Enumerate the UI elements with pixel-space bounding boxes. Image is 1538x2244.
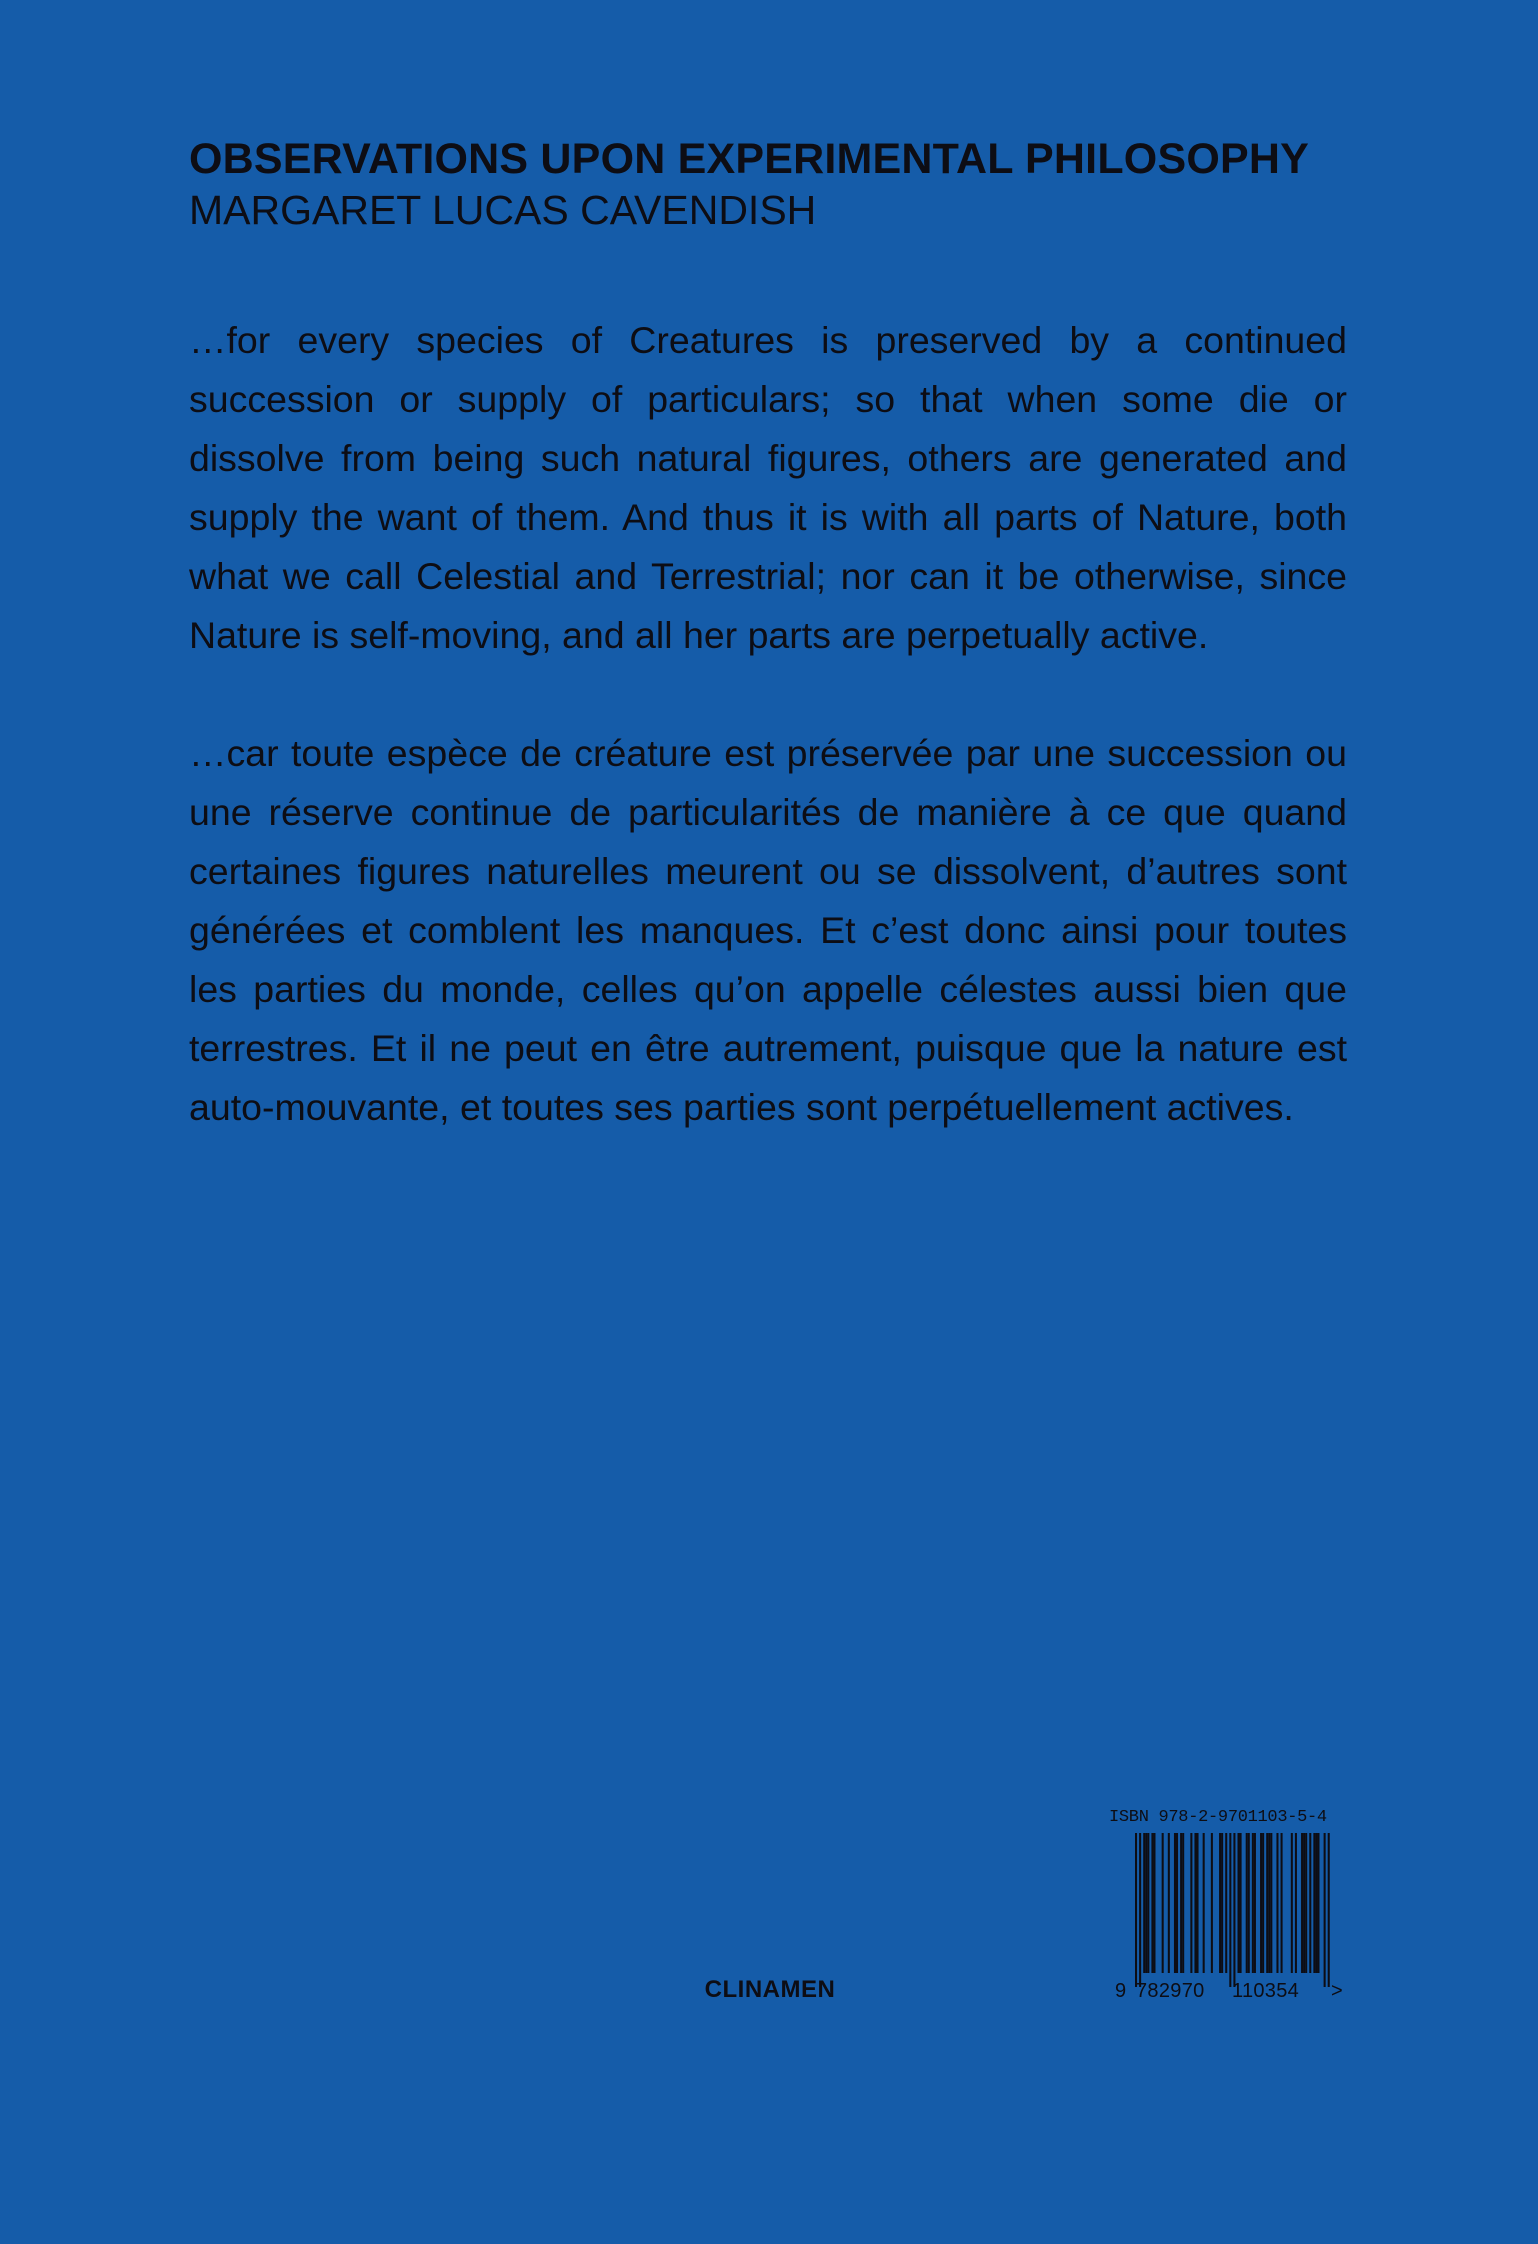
barcode-bar [1139,1833,1141,1987]
barcode-bar [1180,1833,1182,1973]
barcode-bar [1197,1833,1199,1973]
barcode-bar [1291,1833,1293,1973]
barcode-bar [1238,1833,1240,1973]
isbn-label: ISBN 978-2-9701103-5-4 [1109,1808,1327,1827]
barcode-digits-left: 782970 [1136,1980,1205,2002]
barcode-bar [1315,1833,1317,1973]
barcode-bar [1328,1833,1330,1987]
barcode-bar [1182,1833,1184,1973]
barcode-bar [1168,1833,1170,1973]
barcode-quiet-zone-mark: > [1331,1980,1343,2002]
barcode-bar [1211,1833,1213,1973]
barcode-bar [1281,1833,1283,1973]
cover-header [189,133,1349,235]
barcode-bar [1301,1833,1303,1973]
barcode-bar [1221,1833,1223,1973]
barcode-bar [1240,1833,1242,1973]
barcode-bar [1246,1833,1248,1973]
barcode-bar [1270,1833,1272,1973]
publisher-name: CLINAMEN [704,1976,836,2003]
barcode-bar [1225,1833,1227,1973]
barcode-bar [1313,1833,1315,1973]
barcode-bar [1254,1833,1256,1973]
barcode-bar [1295,1833,1297,1973]
barcode-bar [1305,1833,1307,1973]
barcode-bar [1203,1833,1205,1973]
book-author: MARGARET LUCAS CAVENDISH [189,187,817,233]
barcode-bar [1176,1833,1178,1973]
barcode-bar [1219,1833,1221,1973]
barcode-bar [1317,1833,1319,1973]
barcode-bar [1276,1833,1278,1973]
barcode-bar [1174,1833,1176,1973]
barcode-bar [1135,1833,1137,1987]
barcode-bar [1260,1833,1262,1973]
isbn-barcode [1105,1808,1350,2008]
barcode-bar [1262,1833,1264,1973]
barcode-bar [1190,1833,1192,1973]
excerpt-french: …car toute espèce de créature est préservée par une succession ou une réserve continue de particularités de manière à ce que quand certaines figures naturelles meurent ou se dissolvent, d’autres sont générées et comblent les manques. Et c’est donc ainsi pour toutes les parties du monde, celles qu’on appelle célestes aussi bien que terrestres. Et il ne peut en être autrement, puisque que la nature est auto-mouvante, et toutes ses parties sont perpétuellement actives. [189,732,1347,1128]
barcode-digits-right: 110354 [1232,1980,1300,2002]
barcode-bar [1248,1833,1250,1973]
barcode-bar [1151,1833,1153,1973]
barcode-bar [1162,1833,1164,1973]
barcode-bar [1145,1833,1147,1973]
barcode-bar [1147,1833,1149,1973]
excerpt-english: …for every species of Creatures is preserved by a continued succession or supply of particulars; so that when some die or dissolve from being such natural figures, others are generated and supply the want of them. And thus it is with all parts of Nature, both what we call Celestial and Terrestrial; nor can it be otherwise, since Nature is self-moving, and all her parts are perpetually active. [189,319,1347,656]
barcode-bar [1229,1833,1231,1987]
barcode-bar [1268,1833,1270,1973]
barcode-bar [1233,1833,1235,1987]
barcode-bar [1324,1833,1326,1987]
barcode-bar [1303,1833,1305,1973]
barcode-bar [1266,1833,1268,1973]
barcode-bar [1309,1833,1311,1973]
barcode-bar [1153,1833,1155,1973]
barcode-bar [1194,1833,1196,1973]
book-title: OBSERVATIONS UPON EXPERIMENTAL PHILOSOPHY [189,135,1309,183]
barcode-digit-first: 9 [1115,1980,1127,2002]
barcode-bar [1252,1833,1254,1973]
barcode-graphic [1105,1808,1350,2008]
barcode-bars [1135,1833,1330,1987]
barcode-bar [1143,1833,1145,1973]
